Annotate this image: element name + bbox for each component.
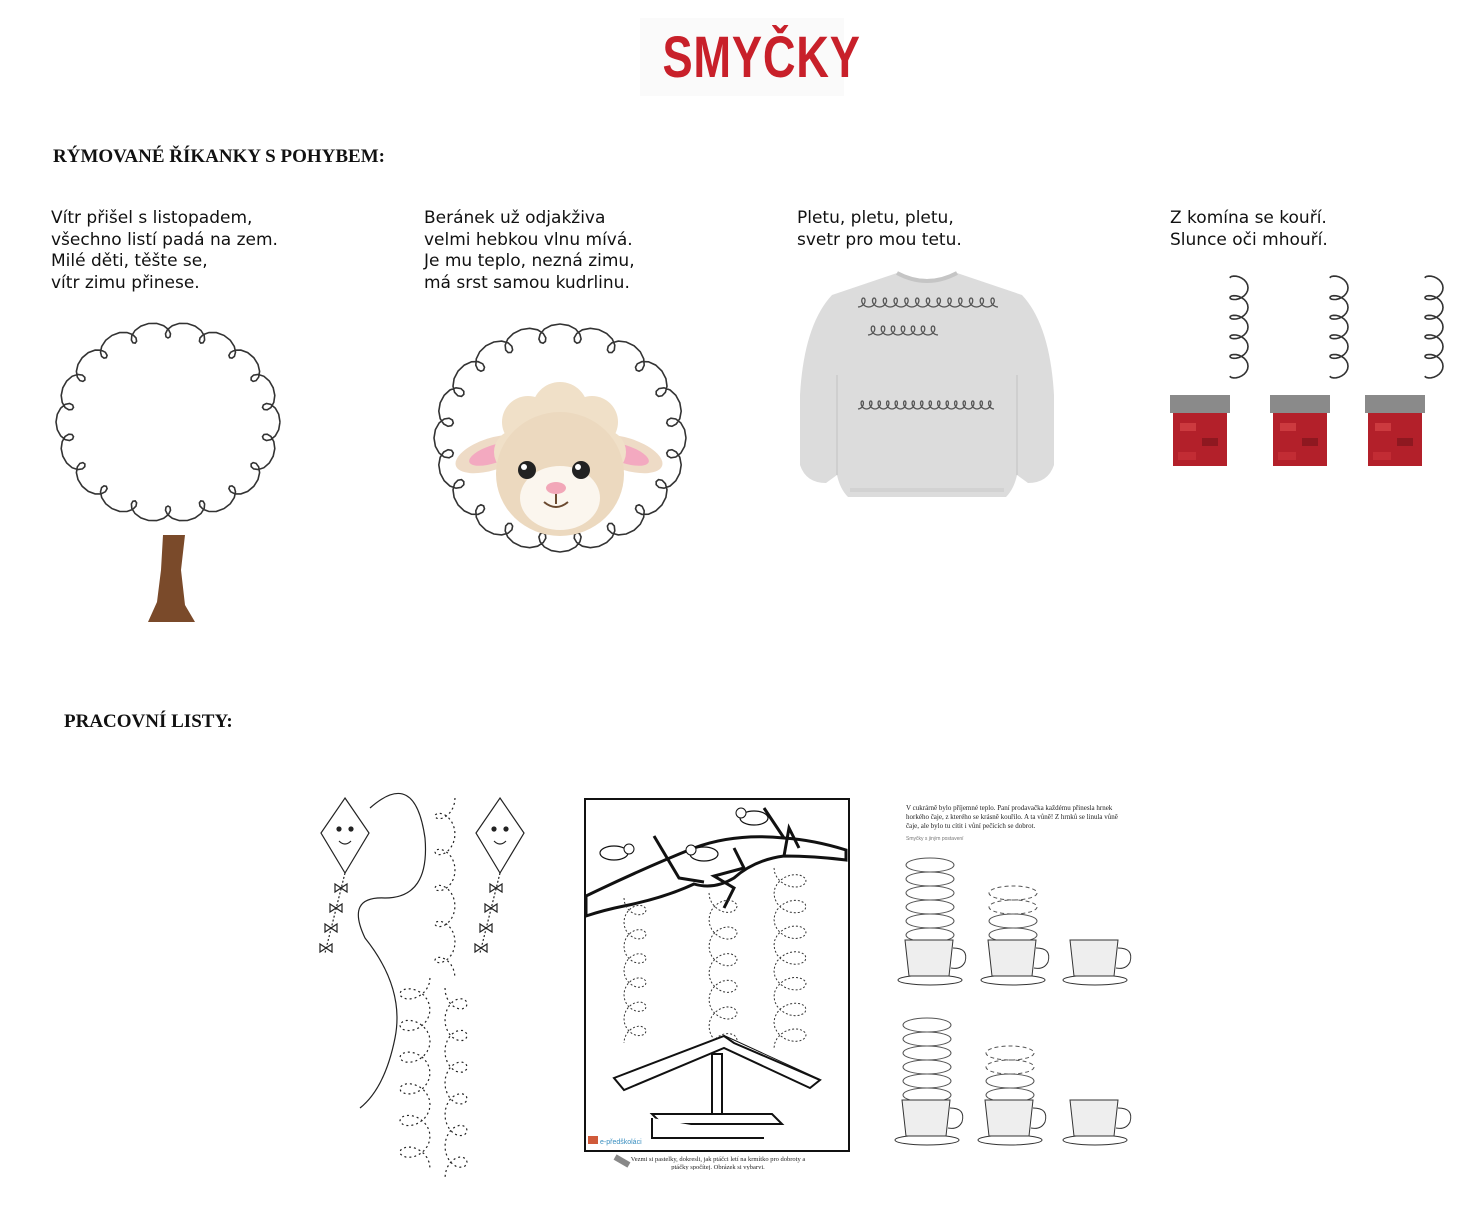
caption-line: ptáčky spočítej. Obrázek si vybarvi. <box>671 1164 765 1170</box>
chimney-icon <box>1170 276 1248 466</box>
chimneys-illustration <box>1160 268 1450 473</box>
worksheets-heading: PRACOVNÍ LISTY: <box>64 711 233 732</box>
chimney-icon <box>1365 276 1443 466</box>
rhyme-line: Slunce oči mhouří. <box>1170 229 1328 250</box>
lamb-icon <box>451 382 667 536</box>
worksheet-teacups[interactable] <box>880 780 1150 1170</box>
page-title: SMYČKY <box>662 25 861 90</box>
title-banner <box>640 18 861 96</box>
rhyme-line: Beránek už odjakživa <box>424 208 606 228</box>
worksheet-subtitle: Smyčky s jiným postavení <box>906 836 964 842</box>
rhyme-wind <box>51 208 278 294</box>
chimney-icon <box>1270 276 1348 466</box>
rhyme-line: vítr zimu přinese. <box>51 272 200 293</box>
sweater-loops-illustration <box>792 265 1062 505</box>
worksheet-birds[interactable] <box>584 798 852 1170</box>
tree-loops-illustration <box>45 310 300 630</box>
rhyme-line: všechno listí padá na zem. <box>51 229 278 250</box>
intro-line: čaje, ale bylo tu cítit i vůní pečících se dobrot. <box>906 822 1036 830</box>
intro-line: V cukrárně bylo příjemné teplo. Paní prodavačka každému přinesla hrnek <box>906 804 1113 812</box>
logo-text: e-předškoláci <box>600 1139 642 1146</box>
rhyme-line: Milé děti, těšte se, <box>51 251 208 271</box>
rhyme-sweater <box>797 208 962 251</box>
intro-line: horkého čaje, z kterého se krásně kouřilo. A ta vůně! Z hrnků se linula vůně <box>906 813 1118 821</box>
rhyme-line: Vítr přišel s listopadem, <box>51 208 253 228</box>
worksheet-kites[interactable] <box>275 778 565 1193</box>
rhyme-line: Je mu teplo, nezná zimu, <box>424 251 635 271</box>
lamb-loops-illustration <box>420 312 700 567</box>
rhyme-line: Pletu, pletu, pletu, <box>797 208 954 228</box>
rhyme-line: Z komína se kouří. <box>1170 208 1327 228</box>
rhyme-line: svetr pro mou tetu. <box>797 229 962 250</box>
rhyme-chimney <box>1170 208 1328 251</box>
rhymes-heading: RÝMOVANÉ ŘÍKANKY S POHYBEM: <box>53 146 385 167</box>
rhyme-lamb <box>424 208 635 294</box>
rhyme-line: velmi hebkou vlnu mívá. <box>424 229 633 250</box>
caption-line: Vezmi si pastelky, dokresli, jak ptáčci letí na krmítko pro dobroty a <box>630 1156 806 1163</box>
rhyme-line: má srst samou kudrlinu. <box>424 272 630 293</box>
